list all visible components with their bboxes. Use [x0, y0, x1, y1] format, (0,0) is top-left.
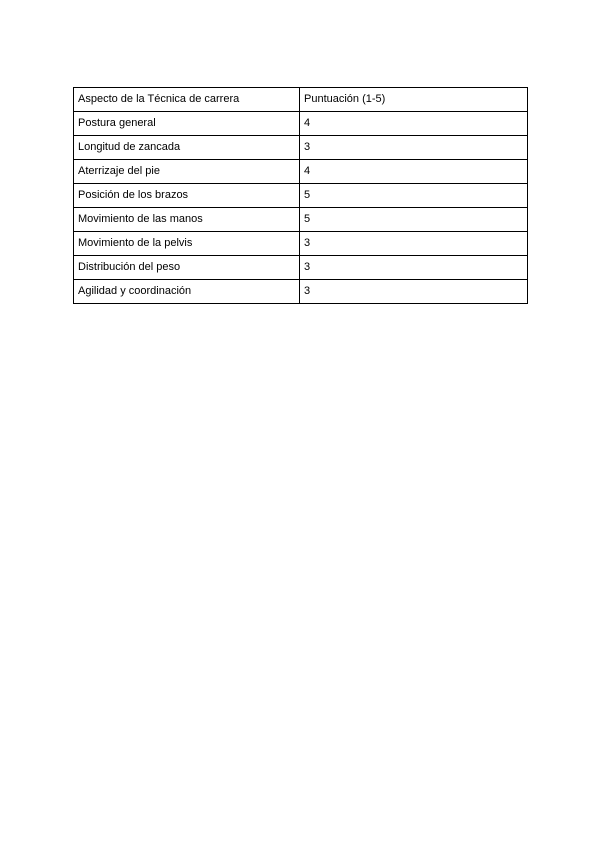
aspect-cell: Distribución del peso [74, 256, 300, 280]
score-cell: 3 [300, 136, 528, 160]
aspect-cell: Movimiento de las manos [74, 208, 300, 232]
table-row [74, 256, 528, 280]
table-row [74, 208, 528, 232]
header-score: Puntuación (1-5) [300, 88, 528, 112]
aspect-cell: Aterrizaje del pie [74, 160, 300, 184]
score-cell: 5 [300, 184, 528, 208]
score-cell: 5 [300, 208, 528, 232]
table-row [74, 232, 528, 256]
table-row [74, 160, 528, 184]
aspect-cell: Posición de los brazos [74, 184, 300, 208]
table-row [74, 280, 528, 304]
score-cell: 4 [300, 160, 528, 184]
table-row [74, 184, 528, 208]
aspect-cell: Longitud de zancada [74, 136, 300, 160]
header-aspect: Aspecto de la Técnica de carrera [74, 88, 300, 112]
score-cell: 4 [300, 112, 528, 136]
table-row [74, 112, 528, 136]
aspect-cell: Movimiento de la pelvis [74, 232, 300, 256]
score-cell: 3 [300, 232, 528, 256]
score-cell: 3 [300, 280, 528, 304]
score-cell: 3 [300, 256, 528, 280]
aspect-cell: Agilidad y coordinación [74, 280, 300, 304]
running-technique-table [73, 87, 528, 304]
table-header-row [74, 88, 528, 112]
table-row [74, 136, 528, 160]
aspect-cell: Postura general [74, 112, 300, 136]
